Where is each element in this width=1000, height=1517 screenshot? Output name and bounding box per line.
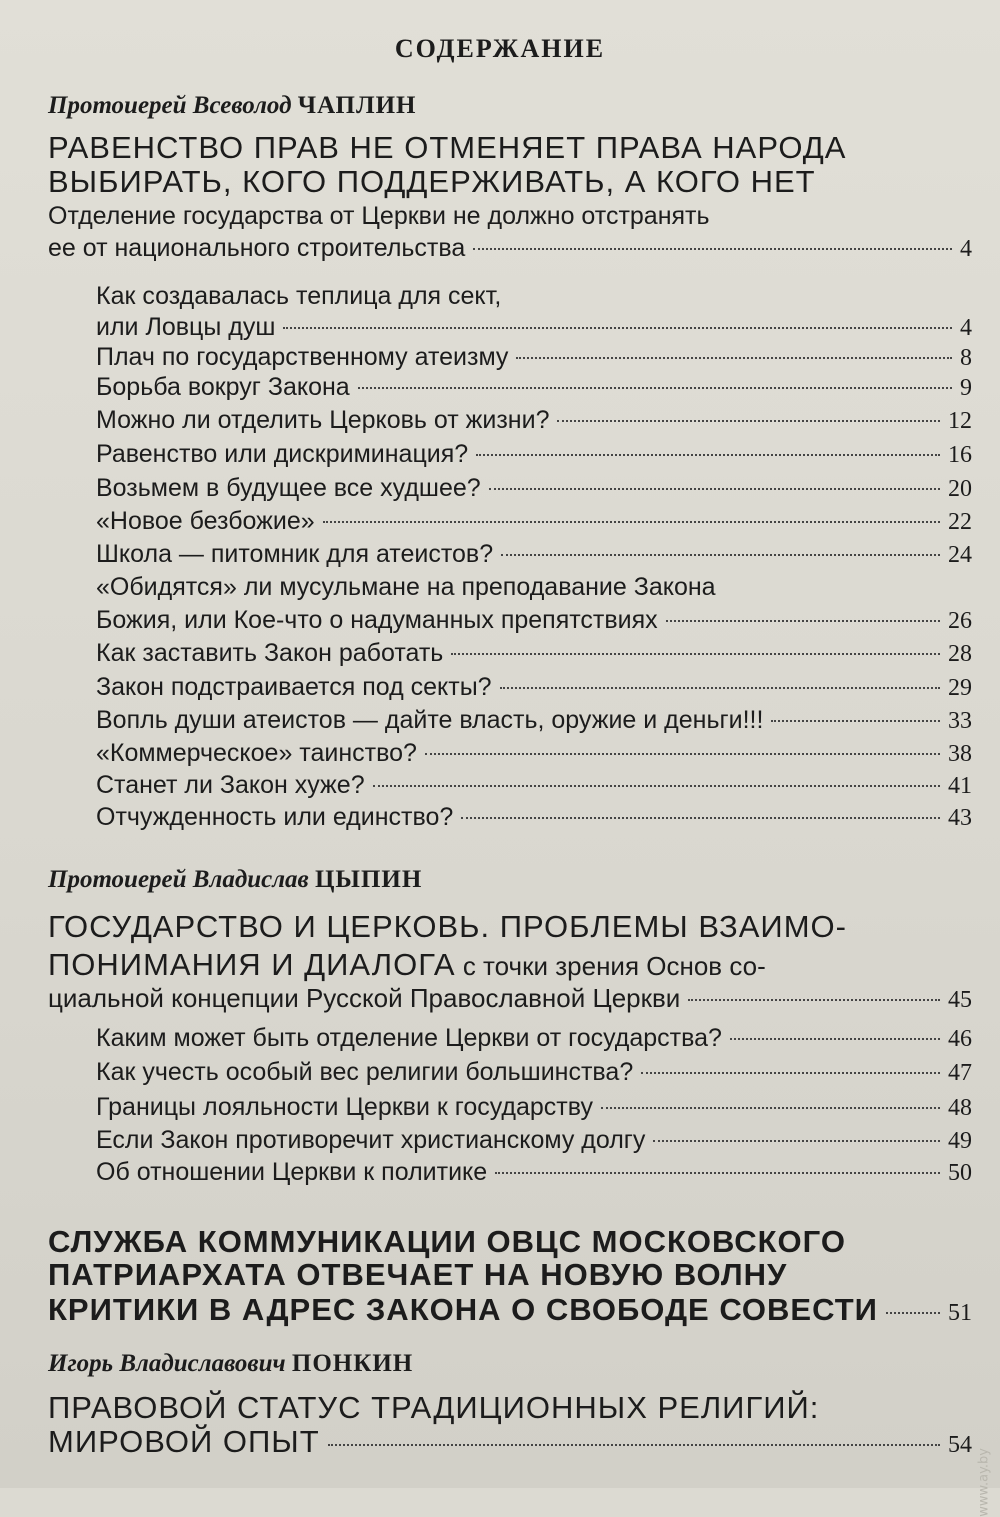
leader-dots — [688, 999, 940, 1001]
page-number: 43 — [948, 805, 972, 831]
leader-dots — [476, 454, 940, 456]
entry-text: Об отношении Церкви к политике — [96, 1158, 488, 1186]
page-number: 50 — [948, 1160, 972, 1186]
page-number: 16 — [948, 442, 972, 468]
page-number: 4 — [960, 315, 972, 341]
page-number: 20 — [948, 476, 972, 502]
toc-entry[interactable] — [96, 373, 972, 402]
page-title: СОДЕРЖАНИЕ — [394, 34, 606, 63]
leader-dots — [328, 1444, 940, 1446]
page-number: 29 — [948, 675, 972, 701]
leader-dots — [516, 357, 952, 359]
toc-entry[interactable] — [96, 406, 972, 435]
entry-text: МИРОВОЙ ОПЫТ — [48, 1424, 320, 1459]
toc-entry[interactable] — [96, 1058, 972, 1087]
page-number: 46 — [948, 1026, 972, 1052]
entry-text: Отчужденность или единство? — [96, 803, 454, 831]
leader-dots — [557, 420, 940, 422]
section1-heading-line2: ВЫБИРАТЬ, КОГО ПОДДЕРЖИВАТЬ, А КОГО НЕТ — [48, 164, 816, 199]
author-last: ЧАПЛИН — [297, 92, 417, 119]
page-number: 9 — [960, 375, 972, 401]
page-number: 8 — [960, 345, 972, 371]
leader-dots — [601, 1107, 940, 1109]
entry-text: Если Закон противоречит христианскому долгу — [96, 1126, 646, 1154]
page-number: 49 — [948, 1128, 972, 1154]
toc-entry[interactable] — [96, 1093, 972, 1122]
leader-dots — [358, 387, 952, 389]
section2-heading-line2 — [48, 947, 766, 984]
toc-entry[interactable] — [96, 540, 972, 569]
toc-entry[interactable] — [96, 343, 972, 372]
page-number: 45 — [948, 987, 972, 1013]
entry-text: «Новое безбожие» — [96, 507, 315, 535]
entry-text: Можно ли отделить Церковь от жизни? — [96, 406, 550, 434]
page-number: 24 — [948, 542, 972, 568]
page-number: 47 — [948, 1060, 972, 1086]
toc-entry[interactable] — [96, 1126, 972, 1155]
leader-dots — [500, 687, 940, 689]
leader-dots — [666, 620, 940, 622]
entry-text: Каким может быть отделение Церкви от государства? — [96, 1024, 722, 1052]
entry-text: Школа — питомник для атеистов? — [96, 540, 494, 568]
author-first: Игорь Владиславович — [48, 1350, 286, 1377]
entry-text: Возьмем в будущее все худшее? — [96, 474, 481, 502]
entry-text: или Ловцы душ — [96, 313, 276, 341]
entry-text: «Коммерческое» таинство? — [96, 739, 417, 767]
leader-dots — [451, 653, 940, 655]
toc-entry[interactable] — [48, 234, 972, 263]
page-number: 38 — [948, 741, 972, 767]
toc-entry[interactable] — [96, 673, 972, 702]
page-number: 51 — [948, 1300, 972, 1326]
author-ponkin — [48, 1350, 413, 1378]
entry-text: циальной концепции Русской Православной Церкви — [48, 983, 681, 1013]
watermark: www.ay.by — [977, 1448, 992, 1517]
leader-dots — [373, 785, 940, 787]
leader-dots — [323, 521, 940, 523]
toc-entry[interactable] — [96, 639, 972, 668]
toc-entry[interactable] — [96, 771, 972, 800]
entry-text: Как учесть особый вес религии большинства? — [96, 1058, 634, 1086]
heading-caps: ПОНИМАНИЯ И ДИАЛОГА — [48, 947, 456, 982]
entry-text: Плач по государственному атеизму — [96, 343, 509, 371]
page-number: 54 — [948, 1432, 972, 1458]
toc-entry[interactable] — [96, 1024, 972, 1053]
author-last: ПОНКИН — [291, 1350, 414, 1377]
section2-heading-line1: ГОСУДАРСТВО И ЦЕРКОВЬ. ПРОБЛЕМЫ ВЗАИМО- — [48, 909, 847, 944]
section4-heading-line1: ПРАВОВОЙ СТАТУС ТРАДИЦИОННЫХ РЕЛИГИЙ: — [48, 1390, 820, 1425]
author-first: Протоиерей Владислав — [48, 866, 309, 893]
toc-entry[interactable] — [96, 507, 972, 536]
entry-text: Борьба вокруг Закона — [96, 373, 350, 401]
leader-dots — [653, 1140, 940, 1142]
page-number: 41 — [948, 773, 972, 799]
entry-text: Границы лояльности Церкви к государству — [96, 1093, 593, 1121]
leader-dots — [641, 1072, 940, 1074]
toc-entry[interactable] — [96, 440, 972, 469]
page-number: 22 — [948, 509, 972, 535]
toc-entry[interactable] — [48, 983, 972, 1014]
entry-text: ее от национального строительства — [48, 234, 466, 262]
section3-heading-line2: ПАТРИАРХАТА ОТВЕЧАЕТ НА НОВУЮ ВОЛНУ — [48, 1257, 788, 1292]
page-number: 26 — [948, 608, 972, 634]
entry-text: Равенство или дискриминация? — [96, 440, 469, 468]
toc-entry[interactable] — [96, 706, 972, 735]
entry-text: Вопль души атеистов — дайте власть, оружие и деньги!!! — [96, 706, 764, 734]
author-chaplin — [48, 92, 416, 120]
entry-text: Станет ли Закон хуже? — [96, 771, 365, 799]
leader-dots — [425, 753, 940, 755]
entry-text: КРИТИКИ В АДРЕС ЗАКОНА О СВОБОДЕ СОВЕСТИ — [48, 1292, 878, 1327]
page-number: 12 — [948, 408, 972, 434]
section3-heading-line1: СЛУЖБА КОММУНИКАЦИИ ОВЦС МОСКОВСКОГО — [48, 1224, 846, 1259]
toc-entry[interactable] — [48, 1292, 972, 1328]
entry-text: Как заставить Закон работать — [96, 639, 444, 667]
author-first: Протоиерей Всеволод — [48, 92, 292, 119]
entry-line1: «Обидятся» ли мусульмане на преподавание Закона — [96, 573, 716, 601]
toc-entry[interactable] — [96, 1158, 972, 1187]
page-number: 4 — [960, 236, 972, 262]
leader-dots — [771, 720, 940, 722]
leader-dots — [461, 817, 940, 819]
section1-heading-line1: РАВЕНСТВО ПРАВ НЕ ОТМЕНЯЕТ ПРАВА НАРОДА — [48, 130, 847, 165]
toc-entry[interactable] — [48, 1424, 972, 1460]
section1-subtitle-line1: Отделение государства от Церкви не должно отстранять — [48, 202, 710, 230]
leader-dots — [489, 488, 940, 490]
page-number: 28 — [948, 641, 972, 667]
entry-text: Божия, или Кое-что о надуманных препятствиях — [96, 606, 658, 634]
toc-entry[interactable] — [96, 606, 972, 635]
page-number: 33 — [948, 708, 972, 734]
entry-text: Закон подстраивается под секты? — [96, 673, 492, 701]
leader-dots — [495, 1172, 940, 1174]
entry-line1: Как создавалась теплица для сект, — [96, 282, 502, 310]
toc-entry[interactable] — [96, 803, 972, 832]
toc-entry[interactable] — [96, 739, 972, 768]
author-tsypin — [48, 866, 422, 894]
leader-dots — [501, 554, 940, 556]
page-number: 48 — [948, 1095, 972, 1121]
leader-dots — [473, 248, 952, 250]
toc-entry[interactable] — [96, 313, 972, 342]
leader-dots — [730, 1038, 940, 1040]
author-last: ЦЫПИН — [314, 866, 423, 893]
toc-entry[interactable] — [96, 474, 972, 503]
heading-rest: с точки зрения Основ со- — [455, 951, 766, 981]
leader-dots — [886, 1312, 940, 1314]
leader-dots — [283, 327, 952, 329]
